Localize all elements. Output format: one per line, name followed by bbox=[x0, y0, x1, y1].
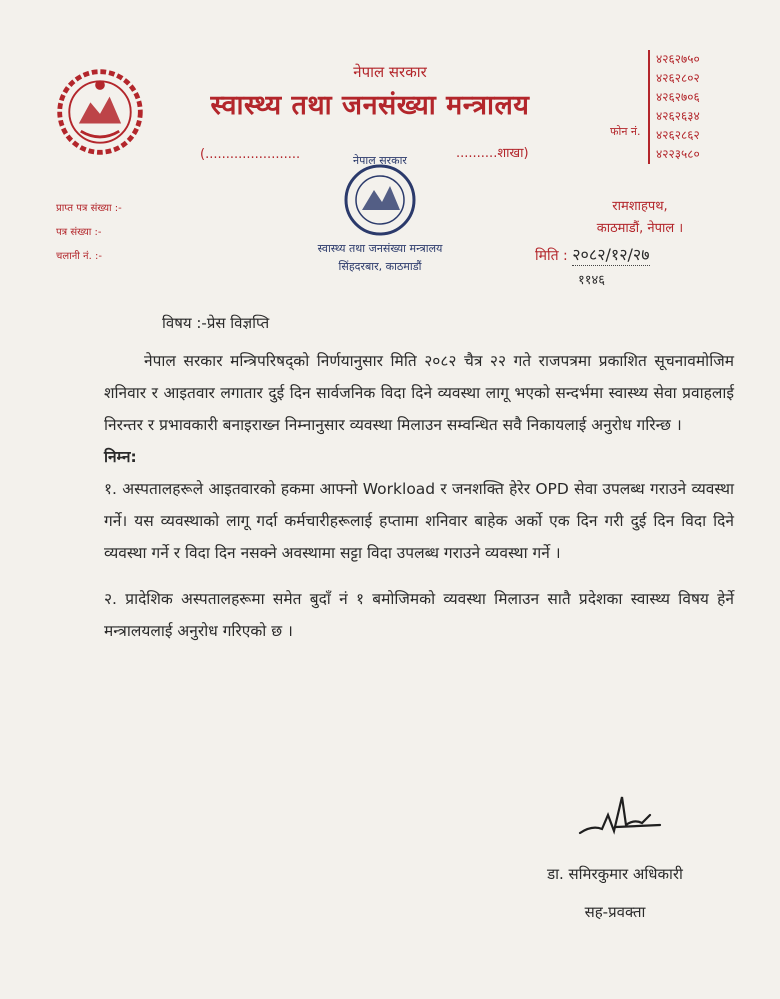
phone-number: ४२६२७०६ bbox=[656, 90, 700, 104]
signer-name: डा. समिरकुमार अधिकारी bbox=[547, 865, 683, 883]
stamp-text-bottom: सिंहदरबार, काठमाडौं bbox=[338, 260, 422, 273]
branch-left: (....................... bbox=[200, 147, 301, 162]
letter-meta bbox=[56, 197, 122, 269]
address bbox=[580, 196, 700, 240]
point-two: २. प्रादेशिक अस्पतालहरूमा समेत बुदाँ नं १ बमोजिमको व्यवस्था मिलाउन सातै प्रदेशका स्वास्थ्य विषय हेर्ने मन्त्रालयलाई अनुरोध गरिएको छ । bbox=[104, 590, 734, 640]
signer-title: सह-प्रवक्ता bbox=[584, 903, 646, 921]
date-label: मिति : bbox=[535, 248, 568, 264]
phone-number: ४२६२८६२ bbox=[656, 128, 700, 142]
dispatch-no: चलानी नं. :- bbox=[56, 251, 102, 262]
stamp-text-mid: स्वास्थ्य तथा जनसंख्या मन्त्रालय bbox=[317, 242, 443, 255]
official-stamp bbox=[300, 140, 460, 280]
letter-body bbox=[104, 345, 734, 647]
government-name: नेपाल सरकार bbox=[353, 63, 427, 81]
nepal-emblem-icon bbox=[52, 64, 148, 160]
phone-number: ४२६२८०२ bbox=[656, 71, 700, 85]
stamp-text-top: नेपाल सरकार bbox=[353, 154, 407, 167]
phone-numbers bbox=[648, 50, 742, 164]
phone-label: फोन नं. bbox=[610, 125, 641, 138]
point-one: १. अस्पतालहरूले आइतवारको हकमा आफ्नो Workload र जनशक्ति हेरेर OPD सेवा उपलब्ध गराउने व्यवस्था गर्ने। यस व्यवस्थाको लागू गर्दा कर्मचारीहरूलाई हप्तामा शनिवार बाहेक अर्को एक दिन गरी दुई दिन विदा दिने व्यवस्था गर्ने र विदा दिन नसक्ने अवस्थामा सट्टा विदा उपलब्ध गराउने व्यवस्था गर्ने । bbox=[104, 480, 734, 562]
date-block bbox=[535, 243, 650, 265]
serial-number: ११४६ bbox=[578, 273, 606, 288]
points-heading: निम्न: bbox=[104, 448, 137, 466]
subject-line: विषय :-प्रेस विज्ञप्ति bbox=[162, 314, 270, 332]
address-line: काठमाडौं, नेपाल । bbox=[596, 221, 684, 236]
phone-number: ४२६२७५० bbox=[656, 52, 700, 66]
intro-paragraph: नेपाल सरकार मन्त्रिपरिषद्को निर्णयानुसार मिति २०८२ चैत्र २२ गते राजपत्रमा प्रकाशित सूचनावमोजिम शनिवार र आइतवार लगातार दुई दिन सार्वजनिक विदा दिने व्यवस्था लागू भएको सन्दर्भमा स्वास्थ्य सेवा प्रवाहलाई निरन्तर र प्रभावकारी बनाइराख्न निम्नानुसार व्यवस्था मिलाउन सम्वन्धित सवै निकायलाई अनुरोध गरिन्छ । bbox=[104, 352, 734, 434]
date-value: २०८२/१२/२७ bbox=[572, 245, 650, 264]
letter-count: पत्र संख्या :- bbox=[56, 227, 102, 238]
signer-block bbox=[530, 855, 700, 931]
signature-icon bbox=[572, 785, 672, 845]
received-letter-no: प्राप्त पत्र संख्या :- bbox=[56, 203, 122, 214]
branch-right: ..........शाखा) bbox=[456, 146, 529, 161]
address-line: रामशाहपथ, bbox=[612, 199, 668, 214]
ministry-name: स्वास्थ्य तथा जनसंख्या मन्त्रालय bbox=[210, 90, 530, 121]
phone-number: ४२२३५८० bbox=[656, 147, 700, 161]
phone-number: ४२६२६३४ bbox=[656, 109, 700, 123]
